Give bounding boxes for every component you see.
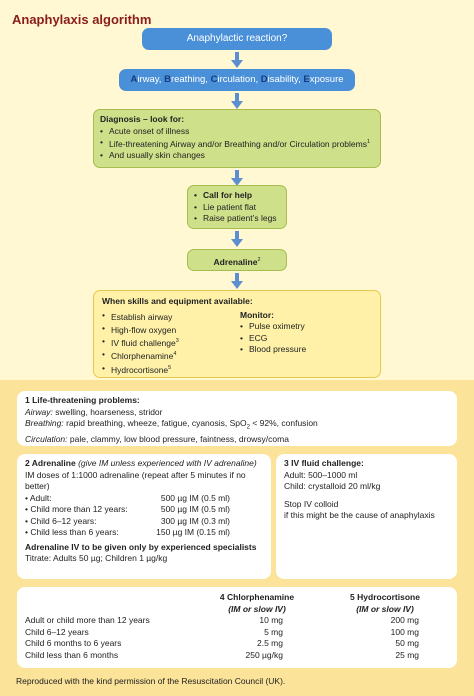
dose-who: • Child 6–12 years: (25, 515, 97, 526)
subscript: 2 (246, 424, 250, 431)
note-2-intro-cont: better) (25, 481, 50, 491)
table-row (25, 527, 230, 539)
monitor-item (240, 344, 306, 356)
table-cell-chlor: 2.5 mg (257, 638, 283, 648)
monitor-item-text: ECG (249, 332, 268, 343)
note-1-circulation-text: pale, clammy, low blood pressure, faintness, drowsy/coma (69, 434, 289, 445)
note-2-iv-text: Titrate: Adults 50 µg; Children 1 µg/kg (25, 553, 168, 563)
abcde-letter-e: E (303, 74, 310, 85)
diagnosis-item (100, 126, 374, 138)
diagnosis-item-text: Life-threatening Airway and/or Breathing and/or Circulation problems (109, 138, 367, 149)
note-iv-fluid (276, 454, 457, 579)
call-for-help-text: Call for help (203, 190, 253, 200)
table-row (25, 638, 449, 650)
table-cell-chlor: 250 µg/kg (245, 649, 283, 660)
monitor-section (240, 310, 306, 377)
column-title: 4 Chlorphenamine (219, 592, 295, 602)
dose-value: 500 µg IM (0.5 ml) (160, 504, 230, 514)
dose-table (25, 592, 449, 661)
skills-list (102, 310, 240, 377)
dose-value: 500 µg IM (0.5 ml) (160, 492, 230, 503)
monitor-list (240, 321, 306, 356)
column-title: 5 Hydrocortisone (350, 592, 420, 602)
note-3-stop-cont: if this might be the cause of anaphylaxis (284, 510, 435, 520)
table-header-row (25, 592, 449, 615)
arrow-down-icon (231, 93, 243, 109)
note-2-title-row (25, 458, 263, 470)
note-2-title: 2 Adrenaline (25, 458, 76, 468)
table-cell-hydro: 25 mg (395, 649, 419, 660)
monitor-item-text: Pulse oximetry (249, 321, 305, 331)
note-1-circulation (25, 434, 449, 446)
skills-item (102, 349, 240, 362)
footer-credit: Reproduced with the kind permission of the Resuscitation Council (UK). (16, 676, 286, 686)
note-2-title-note: (give IM unless experienced with IV adrenaline) (78, 458, 257, 468)
skills-item-text: IV fluid challenge (111, 337, 176, 348)
column-subtitle: (IM or slow IV) (228, 603, 286, 614)
diagnosis-item-text: And usually skin changes (109, 150, 205, 161)
skills-item-text: Establish airway (111, 311, 173, 322)
monitor-item (240, 333, 306, 345)
page-title: Anaphylaxis algorithm (12, 12, 152, 27)
monitor-title: Monitor: (240, 309, 274, 320)
skills-item (102, 323, 240, 336)
note-adrenaline (17, 454, 271, 579)
abcde-word-d: isability, (267, 74, 304, 85)
call-for-help-list (194, 190, 280, 225)
dose-who: • Child more than 12 years: (25, 504, 128, 514)
skills-box (93, 290, 381, 378)
diagnosis-box (93, 109, 381, 168)
step-anaphylactic-reaction-label: Anaphylactic reaction? (186, 33, 288, 44)
note-2-intro: IM doses of 1:1000 adrenaline (repeat after 5 minutes if no (25, 469, 246, 480)
dose-who: • Child less than 6 years: (25, 527, 119, 537)
dose-table-box (17, 587, 457, 668)
note-1-airway-label: Airway: (25, 406, 53, 417)
table-cell-who: Child 6–12 years (25, 626, 89, 637)
monitor-item (240, 321, 306, 333)
table-row (25, 493, 230, 505)
note-3-child: Child: crystalloid 20 ml/kg (284, 481, 381, 491)
note-1-breathing-label: Breathing: (25, 418, 64, 428)
diagnosis-item (100, 150, 374, 162)
call-for-help-text: Lie patient flat (203, 201, 256, 212)
table-cell-chlor: 10 mg (259, 615, 283, 625)
note-1-airway (25, 407, 449, 419)
diagnosis-title: Diagnosis – look for: (100, 114, 185, 124)
arrow-down-icon (231, 170, 243, 186)
arrow-down-icon (231, 273, 243, 289)
skills-item (102, 363, 240, 376)
abcde-word-a: irway, (137, 74, 165, 85)
diagnosis-item-text: Acute onset of illness (109, 125, 190, 136)
table-cell-hydro: 200 mg (390, 615, 419, 625)
table-row (25, 516, 230, 528)
call-for-help-text: Raise patient’s legs (203, 213, 277, 223)
adrenaline-label: Adrenaline (213, 256, 258, 267)
skills-item (102, 310, 240, 323)
monitor-item-text: Blood pressure (249, 344, 307, 354)
abcde-word-c: irculation, (217, 74, 261, 85)
dose-value: 150 µg IM (0.15 ml) (156, 527, 230, 537)
note-life-threatening (17, 391, 457, 446)
call-for-help-item (194, 202, 280, 214)
abcde-letter-c: C (210, 74, 218, 85)
table-cell-who: Child less than 6 months (25, 649, 119, 660)
footnote-ref: 1 (366, 139, 371, 145)
footnote-ref: 5 (168, 364, 172, 371)
table-row (25, 504, 230, 516)
table-header-hydrocortisone (321, 592, 449, 615)
diagnosis-item (100, 137, 374, 150)
note-1-breathing-text-end: < 92%, confusion (249, 418, 318, 428)
call-for-help-item (194, 213, 280, 225)
table-row (25, 615, 449, 627)
skills-item-text: Hydrocortisone (111, 364, 169, 375)
footnote-ref: 2 (257, 257, 261, 263)
step-abcde (119, 69, 355, 91)
note-2-iv-title: Adrenaline IV to be given only by experienced specialists (25, 541, 257, 552)
column-subtitle: (IM or slow IV) (356, 603, 414, 614)
note-1-breathing (25, 418, 449, 434)
dose-who: • Adult: (25, 492, 52, 503)
abcde-letter-a: A (130, 74, 138, 85)
footnote-ref: 4 (173, 351, 177, 358)
abcde-letter-b: B (164, 74, 171, 85)
call-for-help-box (187, 185, 287, 229)
table-cell-who: Child 6 months to 6 years (25, 638, 122, 648)
note-1-breathing-text: rapid breathing, wheeze, fatigue, cyanosis, SpO (66, 418, 247, 428)
table-header-chlorphenamine (193, 592, 321, 615)
table-row (25, 650, 449, 662)
abcde-letter-d: D (260, 74, 268, 85)
note-1-circulation-label: Circulation: (25, 434, 68, 445)
step-anaphylactic-reaction (142, 28, 332, 50)
table-cell-hydro: 50 mg (395, 638, 419, 648)
table-header-empty (25, 592, 193, 615)
note-1-title: 1 Life-threatening problems: (25, 395, 140, 405)
table-cell-hydro: 100 mg (390, 626, 419, 637)
adrenaline-dose-table (25, 493, 230, 539)
abcde-word-e: xposure (309, 74, 344, 85)
note-3-adult: Adult: 500–1000 ml (284, 469, 358, 480)
adrenaline-box (187, 249, 287, 271)
skills-item-text: High-flow oxygen (111, 324, 177, 335)
note-3-stop: Stop IV colloid (284, 498, 339, 509)
skills-item (102, 336, 240, 349)
note-3-title: 3 IV fluid challenge: (284, 458, 364, 468)
arrow-down-icon (231, 52, 243, 68)
note-1-airway-text: swelling, hoarseness, stridor (55, 406, 163, 417)
table-row (25, 627, 449, 639)
diagnosis-list (100, 126, 374, 162)
arrow-down-icon (231, 231, 243, 247)
dose-value: 300 µg IM (0.3 ml) (160, 515, 230, 526)
call-for-help-item (194, 190, 280, 202)
skills-title: When skills and equipment available: (102, 296, 253, 306)
table-cell-chlor: 5 mg (264, 626, 283, 637)
footnote-ref: 3 (175, 338, 179, 345)
table-cell-who: Adult or child more than 12 years (25, 615, 150, 625)
skills-item-text: Chlorphenamine (111, 351, 174, 362)
abcde-word-b: reathing, (170, 74, 211, 85)
